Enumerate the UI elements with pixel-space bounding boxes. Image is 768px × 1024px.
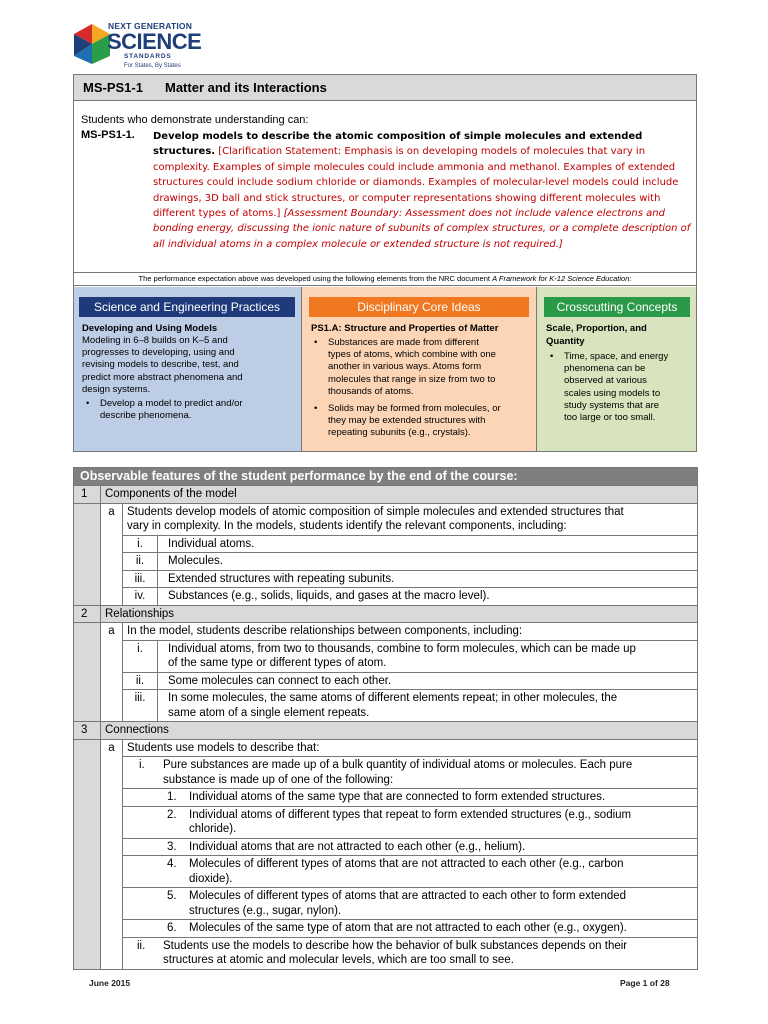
sub-number: 6. [167, 922, 177, 934]
sep-heading: Science and Engineering Practices [79, 297, 295, 317]
table-row [74, 672, 698, 690]
text-line: Individual atoms, from two to thousands, combine to form molecules, which can be made up [168, 642, 636, 655]
pe-intro: Students who demonstrate understanding can: [81, 114, 309, 126]
bullet-icon: • [314, 403, 318, 414]
sub-number: 1. [167, 791, 177, 803]
section-2-spacer [74, 623, 101, 722]
list-item: Substances (e.g., solids, liquids, and gases at the macro level). [158, 588, 698, 606]
dci-bullet-2 [314, 403, 534, 440]
table-row [74, 535, 698, 553]
logo-line-1: NEXT GENERATION [108, 21, 193, 31]
standard-code: MS-PS1-1 [83, 80, 143, 95]
table-row [74, 553, 698, 571]
bullet-icon: • [86, 398, 90, 409]
section-1-number: 1 [74, 486, 101, 504]
roman-numeral: ii. [137, 939, 146, 952]
text-line: Molecules of the same type of atom that are not attracted to each other (e.g., oxygen). [189, 922, 627, 934]
section-3-title: Connections [101, 722, 698, 740]
table-row [74, 690, 698, 722]
pe-text [153, 129, 693, 252]
ccc-subheading-line: Quantity [546, 335, 585, 347]
text-line: dioxide). [189, 872, 233, 885]
roman-numeral: iv. [123, 588, 158, 606]
ngss-logo [72, 18, 202, 76]
ccc-bullet-line: phenomena can be [564, 363, 646, 375]
performance-expectation-frame [73, 74, 697, 452]
dci-subheading: PS1.A: Structure and Properties of Matter [311, 323, 499, 334]
dci-bullet-line: thousands of atoms. [328, 385, 414, 397]
section-2-row [74, 605, 698, 623]
table-row [74, 856, 698, 888]
sub-number: 2. [167, 808, 177, 821]
ccc-column [537, 287, 696, 451]
list-item: Some molecules can connect to each other. [158, 672, 698, 690]
sep-body-line: progresses to developing, using and [82, 347, 235, 359]
nrc-note [74, 272, 696, 286]
table-row [74, 806, 698, 838]
list-item [158, 690, 698, 722]
sub-item [123, 789, 698, 807]
section-2-a-text: In the model, students describe relationships between components, including: [123, 623, 698, 641]
section-1-a-text [123, 503, 698, 535]
ngss-logo-mark [72, 22, 112, 66]
table-row [74, 503, 698, 535]
table-row [74, 920, 698, 938]
list-item [158, 640, 698, 672]
section-2-title: Relationships [101, 605, 698, 623]
list-item: Individual atoms. [158, 535, 698, 553]
section-3-spacer [74, 739, 101, 969]
list-item [123, 937, 698, 969]
text-line: Individual atoms that are not attracted to each other (e.g., helium). [189, 840, 526, 853]
item-letter: a [101, 739, 123, 969]
section-3-row [74, 722, 698, 740]
table-row [74, 739, 698, 757]
section-3-a-text: Students use models to describe that: [123, 739, 698, 757]
nrc-text: The performance expectation above was developed using the following elements from the NRC document [138, 274, 490, 283]
sub-item [123, 920, 698, 938]
text-line: Individual atoms of the same type that are connected to form extended structures. [189, 791, 606, 803]
obs-header: Observable features of the student performance by the end of the course: [74, 468, 698, 486]
footer-date: June 2015 [89, 978, 131, 988]
section-1-row [74, 486, 698, 504]
sub-number: 4. [167, 858, 177, 870]
text-line: Individual atoms of different types that repeat to form extended structures (e.g., sodium [189, 808, 632, 821]
dci-bullet-line: another in various ways. Atoms form [328, 361, 482, 373]
standard-title: Matter and its Interactions [165, 80, 327, 95]
dci-column [302, 287, 537, 451]
roman-numeral: ii. [123, 553, 158, 571]
roman-numeral: iii. [123, 690, 158, 722]
text-line: of the same type or different types of atom. [168, 657, 387, 669]
pe-clarification: [Clarification Statement: Emphasis is on developing models of molecules that vary in complexity. Examples of simple molecules could include ammonia and methanol. Examples of extended structures could include sodium chloride or diamonds. Examples of molecular-level models could include drawings, 3D ball and stick structures, or computer representations showing different molecules with different types of atoms.] [153, 146, 679, 220]
sub-number: 3. [167, 840, 177, 853]
ccc-bullet-line: study systems that are [564, 399, 660, 411]
section-1-title: Components of the model [101, 486, 698, 504]
sep-body-line: Modeling in 6–8 builds on K–5 and [82, 335, 228, 346]
sub-number: 5. [167, 890, 177, 902]
ccc-bullet-line: observed at various [564, 375, 647, 387]
pe-assessment-boundary: [Assessment Boundary: Assessment does not include valence electrons and bonding energy, discussing the ionic nature of subunits of complex structures, or a complete description of all individual atoms in a complex molecule or extended structure is not required.] [153, 208, 691, 250]
obs-header-row [74, 468, 698, 486]
ccc-bullet-line: scales using models to [564, 387, 661, 399]
table-row [74, 570, 698, 588]
list-item: Extended structures with repeating subunits. [158, 570, 698, 588]
performance-expectation [74, 102, 696, 272]
text-line: In some molecules, the same atoms of different elements repeat; in other molecules, the [168, 692, 618, 704]
text-line: Molecules of different types of atoms that are not attracted to each other (e.g., carbon [189, 858, 624, 870]
table-row [74, 588, 698, 606]
sep-body [82, 335, 298, 396]
roman-numeral: i. [139, 759, 145, 771]
text-line: chloride). [189, 823, 237, 835]
dci-bullet-line: types of atoms, which combine with one [328, 349, 496, 361]
item-letter: a [101, 503, 123, 605]
dci-bullet-line: repeating subunits (e.g., crystals). [328, 427, 471, 439]
sub-item [123, 888, 698, 920]
sep-subheading: Developing and Using Models [82, 323, 218, 334]
footer-page: Page 1 of 28 [620, 978, 670, 988]
sep-body-line: revising models to describe, test, and [82, 359, 239, 371]
text-line: Students develop models of atomic composition of simple molecules and extended structures that [127, 505, 624, 518]
table-row [74, 888, 698, 920]
table-row [74, 789, 698, 807]
roman-numeral: iii. [123, 570, 158, 588]
ccc-bullet [550, 351, 692, 424]
text-line: Students use the models to describe how the behavior of bulk substances depends on their [163, 939, 628, 952]
title-bar [74, 75, 696, 101]
section-2-number: 2 [74, 605, 101, 623]
table-row [74, 623, 698, 641]
sub-item [123, 806, 698, 838]
logo-line-2: SCIENCE [107, 29, 202, 54]
text-line: substance is made up of one of the following: [163, 773, 394, 786]
text-line: Molecules of different types of atoms that are attracted to each other to form extended [189, 890, 627, 902]
dci-bullet-line: Solids may be formed from molecules, or [328, 403, 501, 414]
sub-item [123, 856, 698, 888]
text-line: Pure substances are made up of a bulk quantity of individual atoms or molecules. Each pure [163, 759, 633, 771]
table-row [74, 937, 698, 969]
table-row [74, 838, 698, 856]
list-item: Molecules. [158, 553, 698, 571]
dci-bullet-line: Substances are made from different [328, 337, 479, 348]
pe-code: MS-PS1-1. [81, 129, 135, 141]
text-line: structures at atomic and molecular levels, which are too small to see. [163, 954, 514, 966]
sep-body-line: predict more abstract phenomena and [82, 371, 243, 383]
sep-bullet [86, 398, 298, 422]
dci-heading: Disciplinary Core Ideas [309, 297, 529, 317]
sub-item [123, 838, 698, 856]
sep-column [74, 287, 302, 451]
section-1-spacer [74, 503, 101, 605]
logo-line-3: STANDARDS [124, 53, 172, 60]
table-row [74, 640, 698, 672]
ccc-bullet-line: Time, space, and energy [564, 351, 669, 362]
roman-numeral: i. [123, 535, 158, 553]
nrc-doc: A Framework for K-12 Science Education: [492, 274, 632, 283]
sep-bullet-line: describe phenomena. [100, 410, 192, 422]
roman-numeral: i. [123, 640, 158, 672]
bullet-icon: • [314, 337, 318, 348]
ccc-bullet-line: too large or too small. [564, 412, 656, 424]
roman-numeral: ii. [123, 672, 158, 690]
dci-bullet-1 [314, 337, 534, 398]
observable-features-table [73, 467, 698, 970]
ccc-subheading [546, 323, 647, 348]
ccc-heading: Crosscutting Concepts [544, 297, 690, 317]
dci-bullet-line: they may be extended structures with [328, 415, 486, 427]
sep-body-line: design systems. [82, 383, 151, 395]
text-line: same atom of a single element repeats. [168, 706, 370, 719]
pe-statement: Develop models to describe the atomic composition of simple molecules and extended structures. [153, 131, 643, 158]
text-line: vary in complexity. In the models, students identify the relevant components, including: [127, 520, 567, 532]
ccc-subheading-line: Scale, Proportion, and [546, 323, 647, 334]
section-3-number: 3 [74, 722, 101, 740]
bullet-icon: • [550, 351, 554, 362]
list-item [123, 757, 698, 789]
sep-bullet-line: Develop a model to predict and/or [100, 398, 243, 409]
text-line: structures (e.g., sugar, nylon). [189, 904, 342, 917]
dci-bullet-line: molecules that range in size from two to [328, 373, 496, 385]
logo-tagline: For States, By States [124, 63, 181, 69]
item-letter: a [101, 623, 123, 722]
table-row [74, 757, 698, 789]
